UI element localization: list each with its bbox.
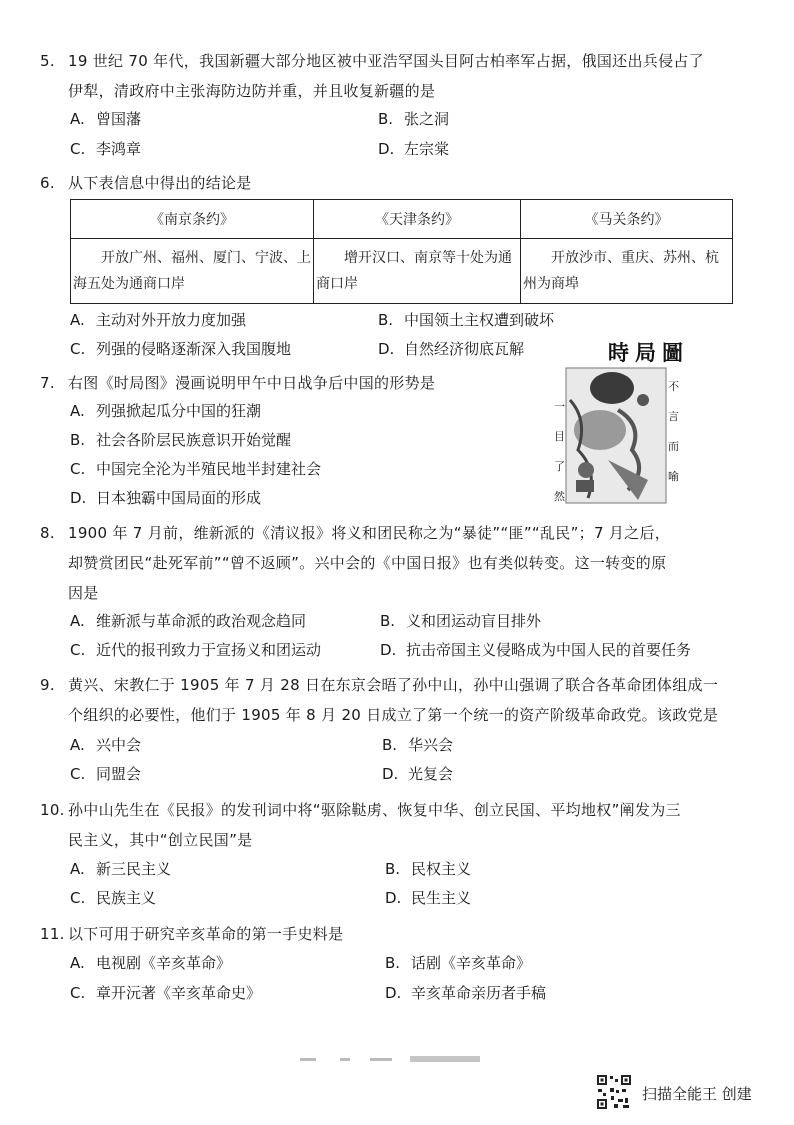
question-number: 11.: [40, 925, 65, 943]
option-b: B. 话剧《辛亥革命》: [385, 954, 532, 972]
option-d: D. 左宗棠: [378, 140, 450, 158]
option-c: C. 章开沅著《辛亥革命史》: [70, 984, 262, 1002]
table-cell: 增开汉口、南京等十处为通商口岸: [314, 239, 521, 304]
question-number: 10.: [40, 801, 65, 819]
option-d: D. 辛亥革命亲历者手稿: [385, 984, 547, 1002]
option-a: A. 新三民主义: [70, 860, 172, 878]
option-d: D. 民生主义: [385, 889, 472, 907]
svg-text:而: 而: [668, 440, 679, 453]
question-stem-line: 19 世纪 70 年代，我国新疆大部分地区被中亚浩罕国头目阿古柏率军占据，俄国还出兵侵占了: [68, 52, 704, 70]
svg-text:了: 了: [554, 460, 565, 473]
option-b: B. 张之洞: [378, 110, 450, 128]
question-stem-line: 黄兴、宋教仁于 1905 年 7 月 28 日在东京会晤了孙中山，孙中山强调了联合各革命团体组成一: [68, 676, 719, 694]
table-header-cell: 《南京条约》: [71, 200, 314, 239]
option-c: C. 同盟会: [70, 765, 142, 783]
option-d: D. 抗击帝国主义侵略成为中国人民的首要任务: [380, 641, 692, 659]
question-number: 5.: [40, 52, 55, 70]
question-stem-line: 1900 年 7 月前，维新派的《清议报》将义和团民称之为“暴徒”“匪”“乱民”；7 月之后，: [68, 524, 671, 542]
option-a: A. 维新派与革命派的政治观念趋同: [70, 612, 307, 630]
qr-code-icon: [596, 1074, 632, 1110]
option-c: C. 民族主义: [70, 889, 157, 907]
treaty-table: [70, 199, 733, 304]
option-a: A. 兴中会: [70, 736, 142, 754]
shiju-tu-cartoon: [548, 340, 689, 512]
option-d: D. 自然经济彻底瓦解: [378, 340, 525, 358]
question-stem-line: 孙中山先生在《民报》的发刊词中将“驱除鞑虏、恢复中华、创立民国、平均地权”阐发为三: [68, 801, 681, 819]
option-c: C. 中国完全沦为半殖民地半封建社会: [70, 460, 322, 478]
svg-text:一: 一: [554, 400, 565, 413]
table-header-cell: 《天津条约》: [314, 200, 521, 239]
option-c: C. 列强的侵略逐渐深入我国腹地: [70, 340, 292, 358]
question-stem-line: 却赞赏团民“赴死军前”“曾不返顾”。兴中会的《中国日报》也有类似转变。这一转变的原: [68, 554, 667, 572]
option-a: A. 主动对外开放力度加强: [70, 311, 247, 329]
option-c: C. 李鸿章: [70, 140, 142, 158]
question-stem-line: 从下表信息中得出的结论是: [68, 174, 252, 192]
option-b: B. 华兴会: [382, 736, 454, 754]
question-stem-line: 伊犁，清政府中主张海防边防并重，并且收复新疆的是: [68, 82, 436, 100]
question-stem-line: 个组织的必要性，他们于 1905 年 8 月 20 日成立了第一个统一的资产阶级革命政党。该政党是: [68, 706, 719, 724]
option-a: A. 电视剧《辛亥革命》: [70, 954, 232, 972]
svg-text:目: 目: [554, 430, 565, 443]
question-number: 8.: [40, 524, 55, 542]
table-header-cell: 《马关条约》: [521, 200, 733, 239]
question-stem-line: 因是: [68, 584, 99, 602]
option-d: D. 日本独霸中国局面的形成: [70, 489, 262, 507]
svg-text:然: 然: [554, 490, 565, 503]
option-c: C. 近代的报刊致力于宣扬义和团运动: [70, 641, 322, 659]
question-stem-line: 右图《时局图》漫画说明甲午中日战争后中国的形势是: [68, 374, 436, 392]
option-a: A. 列强掀起瓜分中国的狂潮: [70, 402, 262, 420]
cartoon-image: [548, 340, 689, 512]
question-number: 7.: [40, 374, 55, 392]
svg-text:言: 言: [668, 410, 679, 423]
scanner-label: 扫描全能王 创建: [642, 1085, 752, 1103]
table-cell: 开放沙市、重庆、苏州、杭州为商埠: [521, 239, 733, 304]
question-stem-line: 民主义，其中“创立民国”是: [68, 831, 253, 849]
option-b: B. 社会各阶层民族意识开始觉醒: [70, 431, 292, 449]
option-b: B. 民权主义: [385, 860, 472, 878]
question-number: 9.: [40, 676, 55, 694]
faint-footer-marks: [300, 1052, 510, 1068]
question-number: 6.: [40, 174, 55, 192]
option-a: A. 曾国藩: [70, 110, 142, 128]
option-d: D. 光复会: [382, 765, 454, 783]
svg-text:喻: 喻: [668, 470, 679, 483]
option-b: B. 义和团运动盲目排外: [380, 612, 542, 630]
svg-text:不: 不: [668, 380, 679, 393]
scanner-watermark: [596, 1074, 776, 1116]
table-cell: 开放广州、福州、厦门、宁波、上海五处为通商口岸: [71, 239, 314, 304]
option-b: B. 中国领土主权遭到破坏: [378, 311, 555, 329]
question-stem-line: 以下可用于研究辛亥革命的第一手史料是: [68, 925, 344, 943]
cartoon-title: 時局圖: [608, 340, 689, 365]
